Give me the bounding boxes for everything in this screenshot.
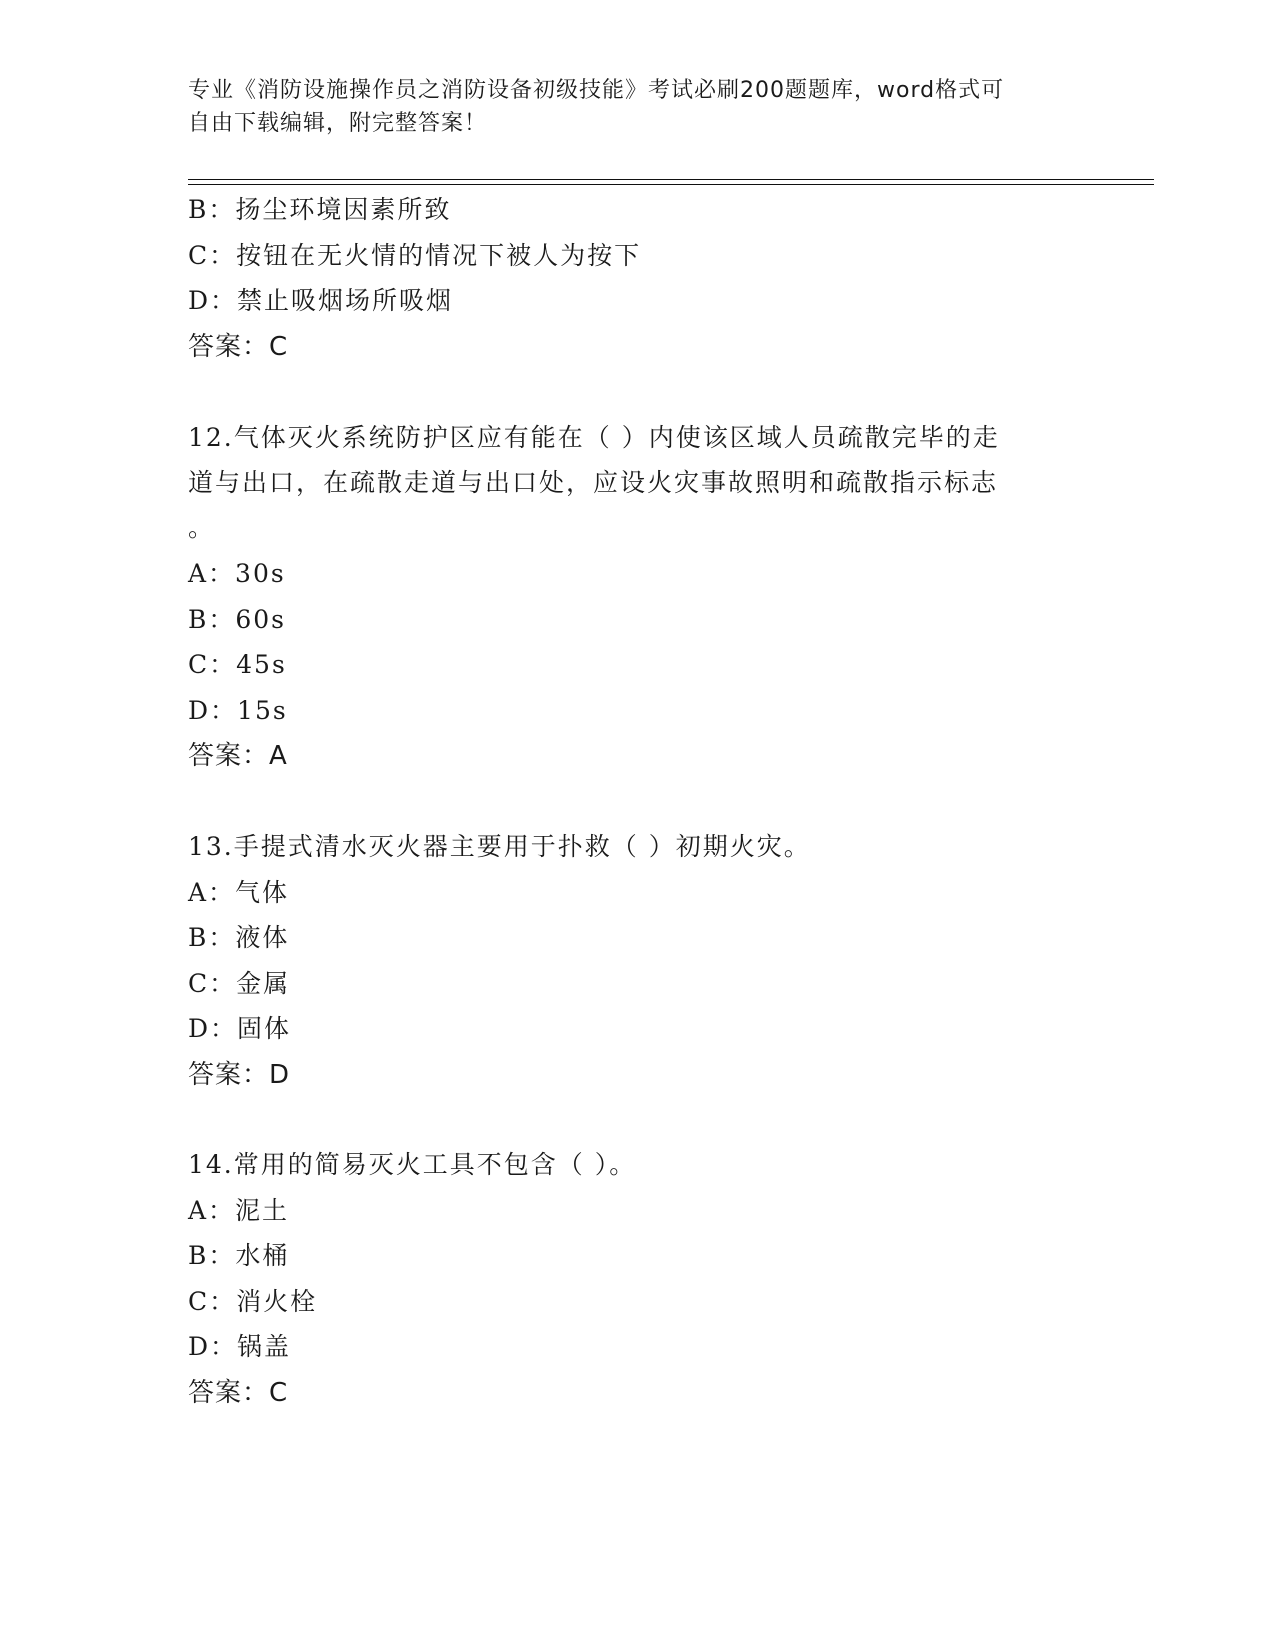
q12-answer: 答案：A xyxy=(188,741,288,771)
q11-option-c: C：按钮在无火情的情况下被人为按下 xyxy=(188,241,642,270)
header-rule-top xyxy=(188,179,1154,180)
q13-option-d: D：固体 xyxy=(188,1014,292,1043)
document-header: 专业《消防设施操作员之消防设备初级技能》考试必刷200题题库，word格式可 自由下载编辑，附完整答案！ xyxy=(188,78,1005,136)
q13-stem-line1: 13.手提式清水灭火器主要用于扑救（ ）初期火灾。 xyxy=(188,832,811,861)
q12-option-a: A：30s xyxy=(188,559,286,588)
q11-option-b: B：扬尘环境因素所致 xyxy=(188,195,452,224)
q12-stem-line2: 道与出口，在疏散走道与出口处，应设火灾事故照明和疏散指示标志 xyxy=(188,468,999,497)
q13-option-a: A：气体 xyxy=(188,878,290,907)
q13-answer: 答案：D xyxy=(188,1060,291,1090)
q14-answer: 答案：C xyxy=(188,1378,289,1408)
q14-option-b: B：水桶 xyxy=(188,1241,290,1270)
q13-option-c: C：金属 xyxy=(188,969,291,998)
q14-option-d: D：锅盖 xyxy=(188,1332,292,1361)
q11-answer: 答案：C xyxy=(188,332,289,362)
q14-option-a: A：泥土 xyxy=(188,1196,290,1225)
q12-stem-line1: 12.气体灭火系统防护区应有能在（ ）内使该区域人员疏散完毕的走 xyxy=(188,423,1000,452)
q12-option-b: B：60s xyxy=(188,605,287,634)
q14-stem-line1: 14.常用的简易灭火工具不包含（ ）。 xyxy=(188,1150,637,1179)
q12-option-c: C：45s xyxy=(188,650,287,679)
header-rule-bottom xyxy=(188,184,1154,185)
q14-option-c: C：消火栓 xyxy=(188,1287,318,1316)
q12-option-d: D：15s xyxy=(188,696,288,725)
q13-option-b: B：液体 xyxy=(188,923,290,952)
q11-option-d: D：禁止吸烟场所吸烟 xyxy=(188,286,454,315)
q12-stem-line3: 。 xyxy=(188,513,216,542)
